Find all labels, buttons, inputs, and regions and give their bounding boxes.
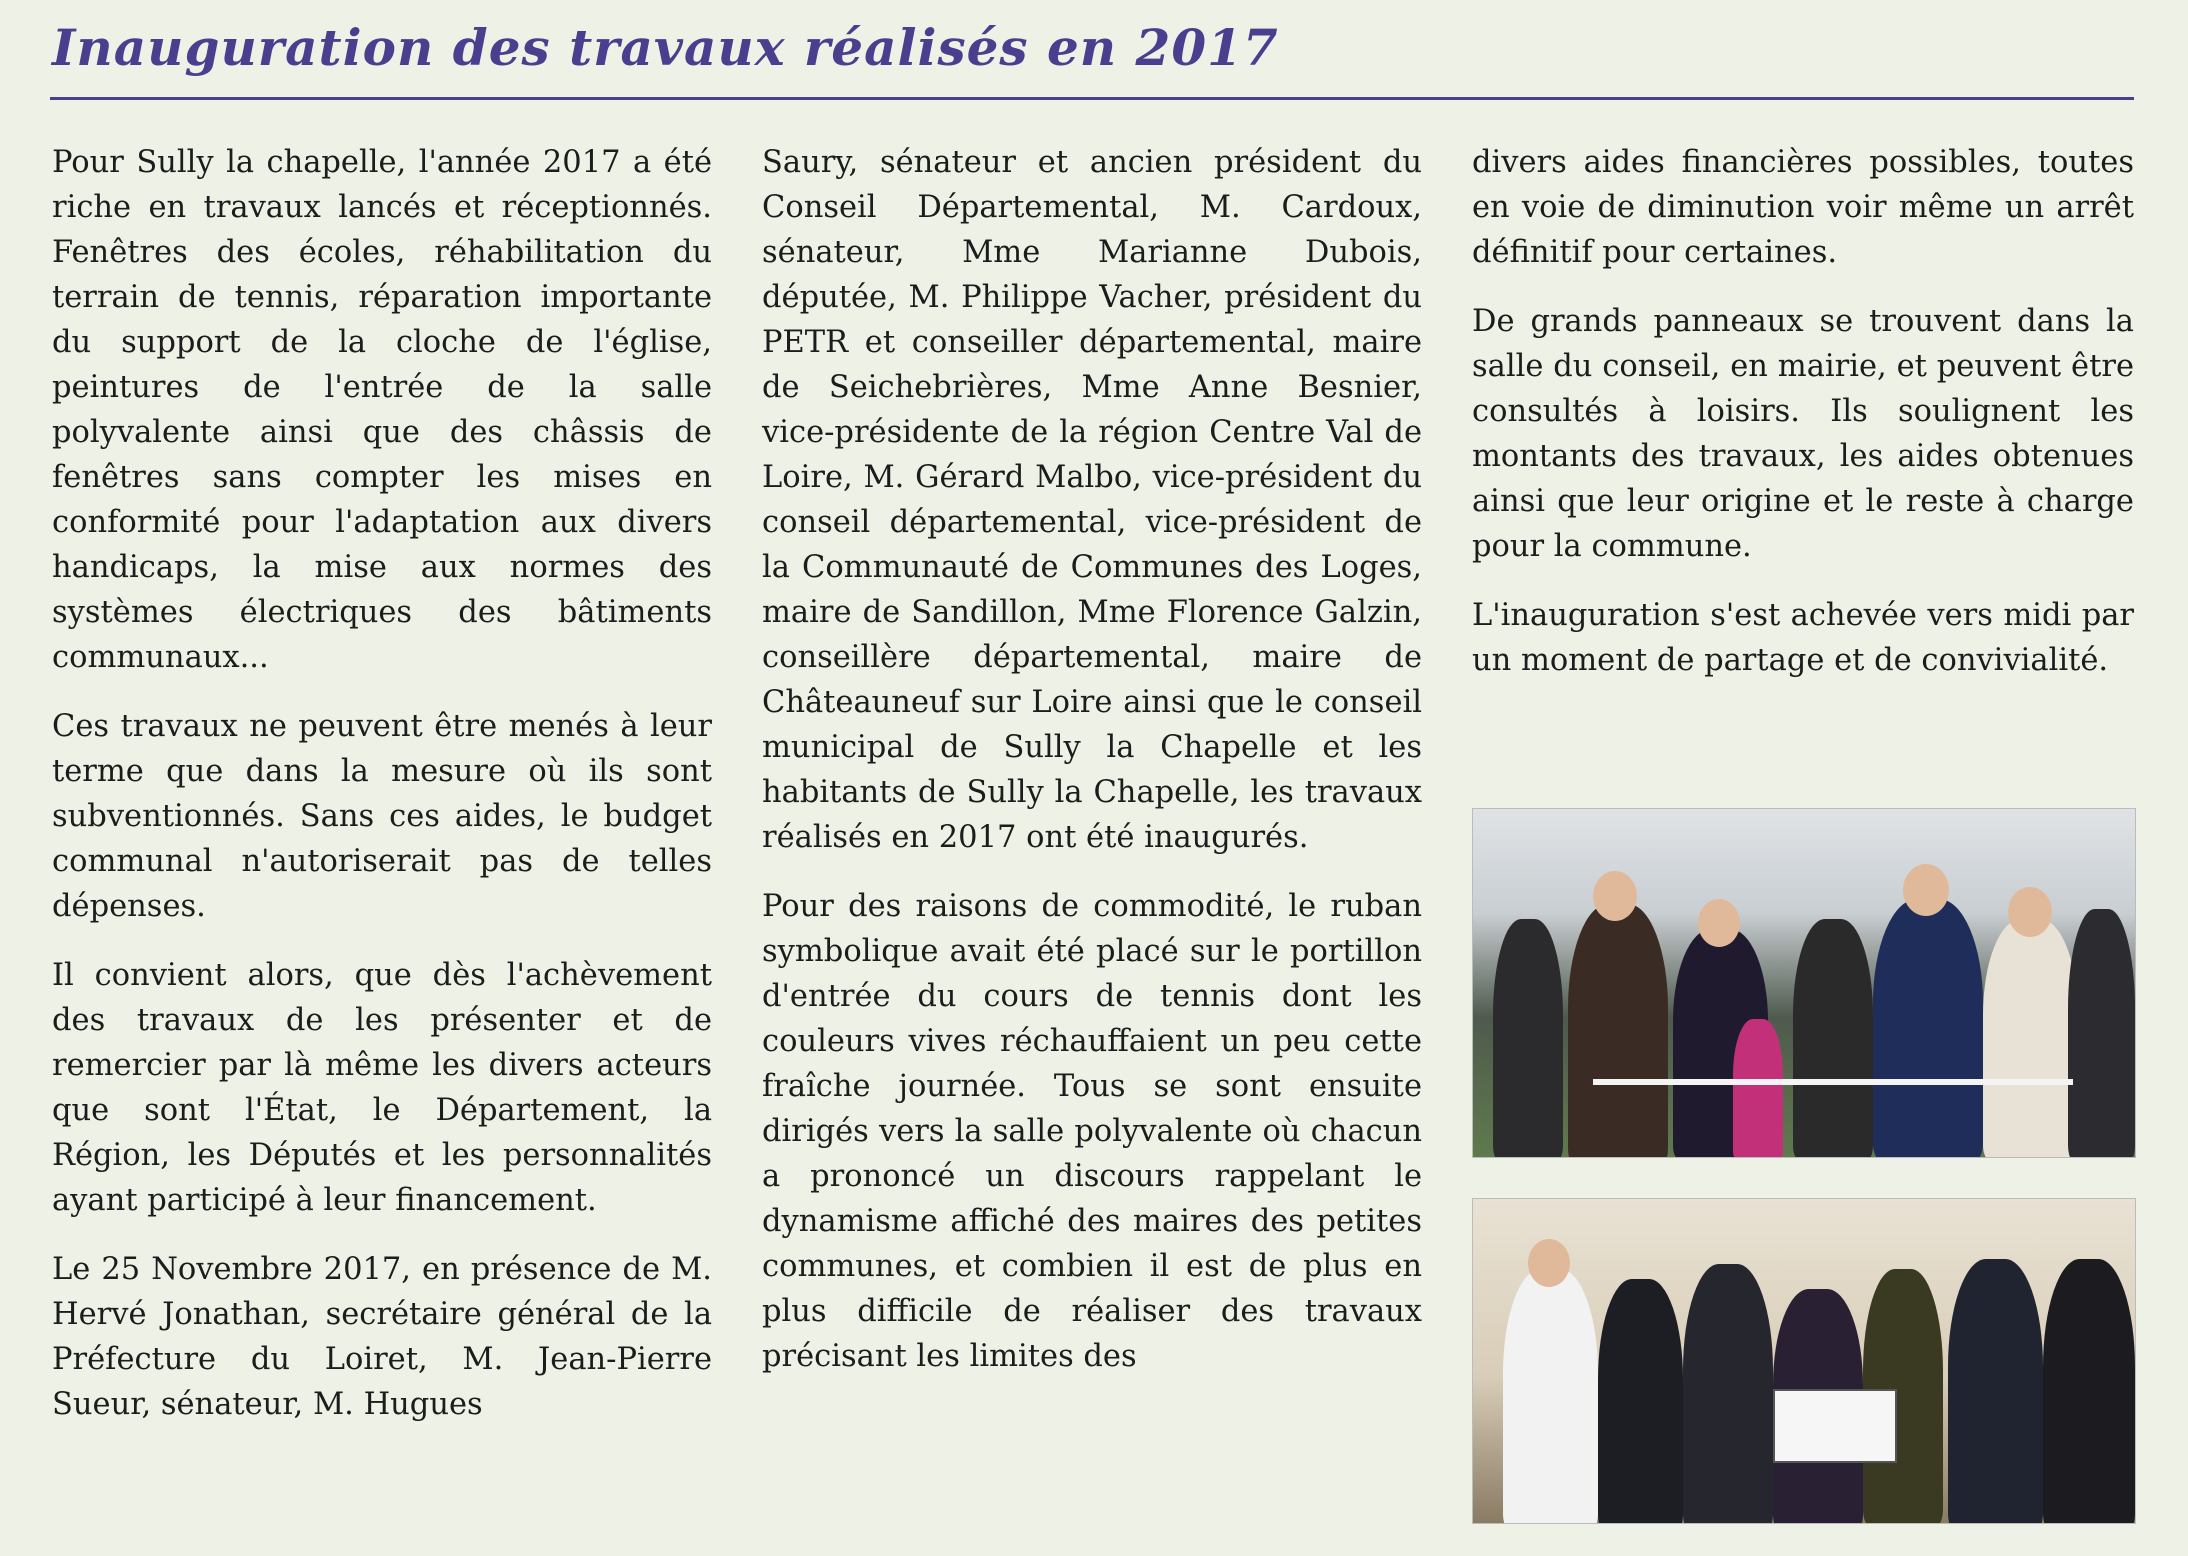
paragraph: Il convient alors, que dès l'achèvement des travaux de les présenter et de remercier par là même les divers acteurs que sont l'État, le Département, la Région, les Députés et les personnalités ayant participé à leur financement. <box>52 958 712 1218</box>
column-1 <box>52 140 712 1451</box>
paragraph: Ces travaux ne peuvent être menés à leur terme que dans la mesure où ils sont subventionnés. Sans ces aides, le budget communal n'autoriserait pas de telles dépenses. <box>52 709 712 924</box>
paragraph: Saury, sénateur et ancien président du Conseil Départemental, M. Cardoux, sénateur, Mme Marianne Dubois, députée, M. Philippe Vacher, président du PETR et conseiller départemental, maire de Seichebrières, Mme Anne Besnier, vice-présidente de la région Centre Val de Loire, M. Gérard Malbo, vice-président du conseil départemental, vice-président de la Communauté de Communes des Loges, maire de Sandillon, Mme Florence Galzin, conseillère départemental, maire de Châteauneuf sur Loire ainsi que le conseil municipal de Sully la Chapelle et les habitants de Sully la Chapelle, les travaux réalisés en 2017 ont été inaugurés. <box>762 145 1422 855</box>
column-3 <box>1472 140 2134 707</box>
photo-speech-hall <box>1472 1198 2136 1524</box>
paragraph: Le 25 Novembre 2017, en présence de M. Hervé Jonathan, secrétaire général de la Préfecture du Loiret, M. Jean-Pierre Sueur, sénateur, M. Hugues <box>52 1252 712 1422</box>
paragraph: De grands panneaux se trouvent dans la salle du conseil, en mairie, et peuvent être consultés à loisirs. Ils soulignent les montants des travaux, les aides obtenues ainsi que leur origine et le reste à charge pour la commune. <box>1472 304 2134 564</box>
photo-tennis-ribbon <box>1472 808 2136 1158</box>
paragraph: Pour des raisons de commodité, le ruban symbolique avait été placé sur le portillon d'entrée du cours de tennis dont les couleurs vives réchauffaient un peu cette fraîche journée. Tous se sont ensuite dirigés vers la salle polyvalente où chacun a prononcé un discours rappelant le dynamisme affiché des maires des petites communes, et combien il est de plus en plus difficile de réaliser des travaux précisant les limites des <box>762 889 1422 1374</box>
paragraph: divers aides financières possibles, toutes en voie de diminution voir même un arrêt définitif pour certaines. <box>1472 145 2134 270</box>
title-underline <box>50 97 2134 100</box>
paragraph: L'inauguration s'est achevée vers midi par un moment de partage et de convivialité. <box>1472 598 2134 678</box>
column-2 <box>762 140 1422 1403</box>
article-title: Inauguration des travaux réalisés en 2017 <box>52 18 1279 77</box>
paragraph: Pour Sully la chapelle, l'année 2017 a été riche en travaux lancés et réceptionnés. Fenêtres des écoles, réhabilitation du terrain de tennis, réparation importante du support de la cloche de l'église, peintures de l'entrée de la salle polyvalente ainsi que des châssis de fenêtres sans compter les mises en conformité pour l'adaptation aux divers handicaps, la mise aux normes des systèmes électriques des bâtiments communaux... <box>52 145 712 675</box>
